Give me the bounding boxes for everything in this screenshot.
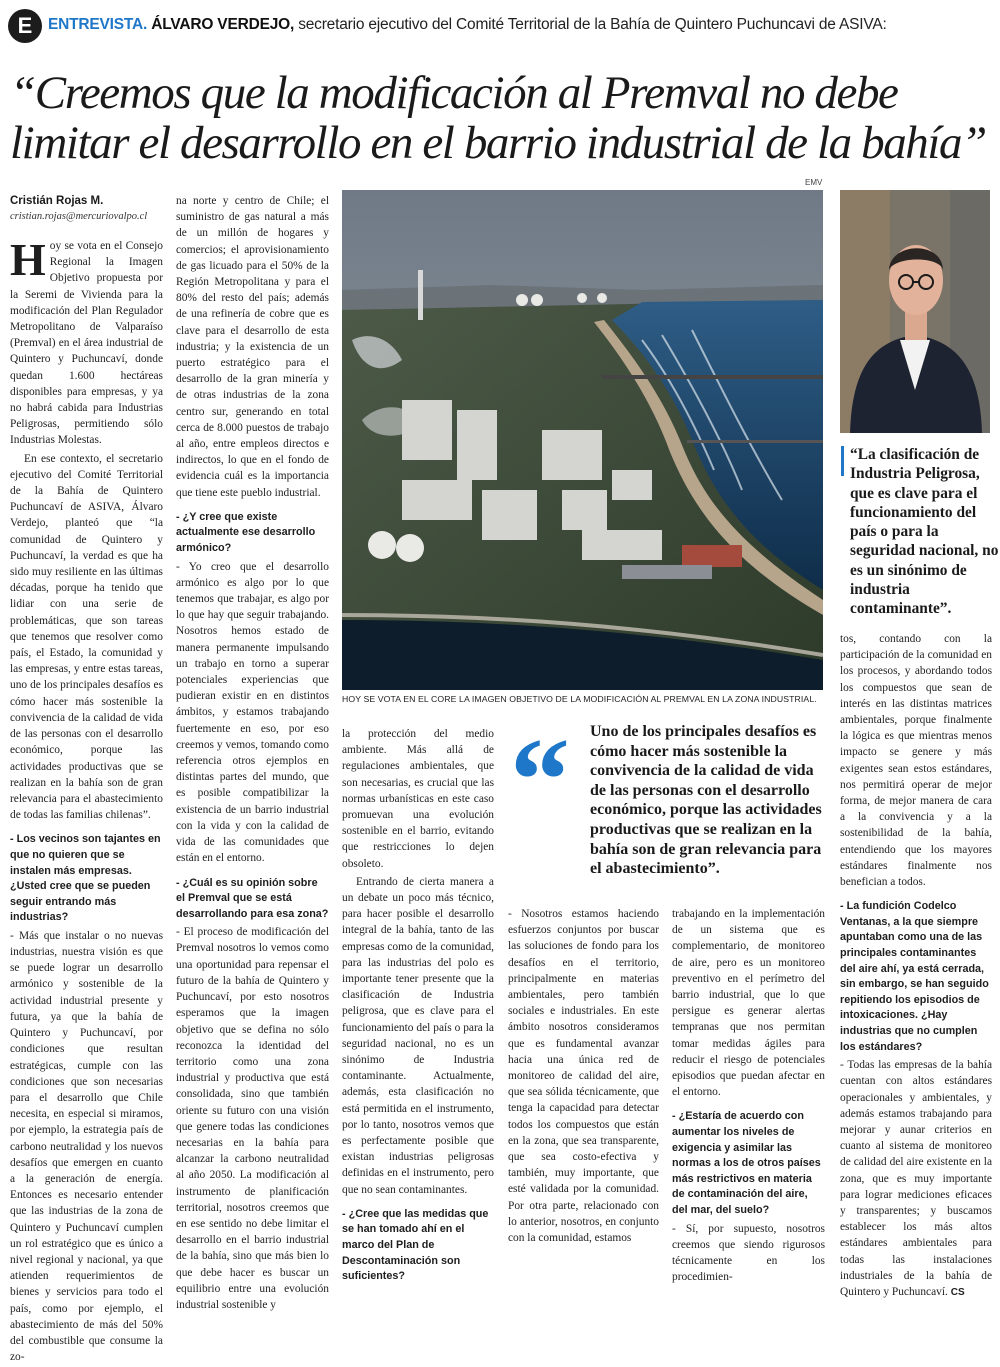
section-badge: E xyxy=(8,9,42,43)
interviewee-name: ÁLVARO VERDEJO, xyxy=(151,16,295,33)
interviewee-role: secretario ejecutivo del Comité Territorial de la Bahía de Quintero Puchuncavi de ASIVA: xyxy=(298,16,887,33)
pull-quote: Uno de los principales desafíos es cómo hacer más sostenible la convivencia de la calidad de vida de las personas con el desarrollo económico, porque las actividades productivas que se realizan en la bahía son de gran relevancia para el abastecimiento”. xyxy=(590,723,822,878)
photo-caption: HOY SE VOTA EN EL CORE LA IMAGEN OBJETIVO DE LA MODIFICACIÓN AL PREMVAL EN LA ZONA INDUSTRIAL. xyxy=(342,694,817,704)
lead-paragraph: Hoy se vota en el Consejo Regional la Imagen Objetivo propuesta por la Seremi de Vivienda para la modificación del Plan Regulador Metropolitano de Valparaíso (Premval) en el área industrial de Quintero y Puchuncaví, donde quedan 1.600 hectáreas disponibles para empresas, y ya no habrá cabida para Industrias Peligrosas, permitiendo sólo Industrias Molestas. xyxy=(10,234,163,447)
interview-question: - ¿Y cree que existe actualmente ese desarrollo armónico? xyxy=(176,510,316,555)
column-4 xyxy=(508,906,659,1248)
column-5 xyxy=(672,906,825,1287)
paragraph: trabajando en la implementación de un sistema que es complementario, de monitoreo de aire, pero es un monitoreo preventivo en el perímetro del barrio industrial, que lo que persigue es generar alertas tempranas que nos permitan tomar medidas ágiles para reducir el riesgo de potenciales episodios que puedan afectar en el entorno. xyxy=(672,908,825,1099)
paragraph: En ese contexto, el secretario ejecutivo del Comité Territorial de la Bahía de Quintero Puchuncaví de ASIVA, Álvaro Verdejo, planteó que “la comunidad de Quintero y Puchuncaví, la verdad es que ha sido muy resiliente en las últimas décadas, porque ha tenido que lidiar con una serie de problemáticas, que son tareas que tenemos que resolver como país, el Estado, la comunidad y las empresas, y entre estas tareas, uno de los principales desafíos es cómo hacer más sostenible la convivencia de la calidad de vida de las personas con el desarrollo económico, porque las actividades productivas que se realizan en la bahía son de gran relevancia para el abastecimiento de todas las familias chilenas”. xyxy=(10,452,163,822)
interview-question: - ¿Estaría de acuerdo con aumentar los niveles de exigencia y asimilar las normas a los de otros países más restrictivos en materia de contaminación del aire, del mar, del suelo? xyxy=(672,1110,821,1216)
column-3 xyxy=(342,726,494,1287)
end-mark: CS xyxy=(950,1287,965,1299)
paragraph: tos, contando con la participación de la comunidad en los procesos, y abordando todos los compuestos que sean de interés en las distintas matrices ambientales, porque finalmente la lógica es que mientras menos impacto se genere y más exigentes sean estos estándares, nos permitirá operar de mejor forma, de mejor manera de cara a la convivencia y a la sostenibilidad de la bahía, entendiendo que los mayores estándares finalmente nos benefician a todos. xyxy=(840,633,992,889)
drop-cap: H xyxy=(10,234,46,285)
interview-question: - ¿Cree que las medidas que se han tomado ahí en el marco del Plan de Descontaminación son suficientes? xyxy=(342,1207,489,1283)
interviewee-portrait xyxy=(840,190,990,433)
byline-author: Cristián Rojas M. xyxy=(10,195,104,207)
interview-question: - ¿Cuál es su opinión sobre el Premval que se está desarrollando para esa zona? xyxy=(176,876,329,920)
side-quote: “La clasificación de Industria Peligrosa, que es clave para el funcionamiento del país o para la seguridad nacional, no es un sinónimo de industria contaminante”. xyxy=(850,446,999,618)
paragraph: na norte y centro de Chile; el suministro de gas natural a más de un millón de hogares y comercios; el aprovisionamiento de gas licuado para el 50% de la Región Metropolitana y para el 80% del resto del país; además de una refinería de cobre que es clave para el desarrollo de esta industria; y la existencia de un puerto estratégico para el desarrollo de la gran minería y de otras industrias de la zona centro sur, generando en total cerca de 8.000 puestos de trabajo al año, entre empleos directos e indirectos, lo que en el fondo de evidencia cuál es la importancia que tiene este pueblo industrial. xyxy=(176,195,329,499)
section-label: ENTREVISTA. xyxy=(48,16,148,33)
column-2 xyxy=(176,193,329,1315)
byline-email[interactable]: cristian.rojas@mercuriovalpo.cl xyxy=(10,211,148,222)
aerial-photo-illustration xyxy=(342,190,823,690)
interview-answer: - Yo creo que el desarrollo armónico es algo por lo que tenemos que trabajar, es algo por lo que hay que seguir trabajando. Nosotros hemos estado de manera permanente impulsando un trabajo en torno a superar potenciales experiencias que pudieran existir en en distintos ámbitos, y estamos trabajando fuertemente en eso, por eso creemos y vemos, tomando como referencia otros ejemplos en distintas partes del mundo, que es posible compatibilizar la existencia de un barrio industrial con la vida y con la calidad de vida de las comunidades que están en el entorno. xyxy=(176,560,329,865)
interview-answer: - Todas las empresas de la bahía cuentan con altos estándares operacionales y ambientales, y además estamos trabajando para mejorar y aunar criterios en cuanto al sistema de monitoreo de calidad del aire existente en la zona, que es muy importante para lograr mediciones eficaces y transparentes; y buscamos establecer los más altos estándares ambientales para todas las instalaciones industriales de la bahía de Quintero y Puchuncaví. CS xyxy=(840,1059,992,1299)
photo-credit: EMV xyxy=(805,178,823,187)
interview-answer: - El proceso de modificación del Premval nosotros lo vemos como una oportunidad para repensar el futuro de la bahía de Quintero y Puchuncaví, por esto nosotros esperamos que la imagen objetivo que se defina no sólo reconozca la identidad del territorio como una zona industrial y productiva que está consolidada, sino que también oriente su futuro con una visión que genere todas las condiciones necesarias en la bahía para alcanzar la carbono neutralidad al año 2050. La modificación al instrumento de planificación territorial, nosotros creemos que en ese sentido no debe limitar el desarrollo en el barrio industrial de la bahía, sino que más bien lo que debe hacer es buscar un equilibrio entre una evolución industrial sostenible y xyxy=(176,926,329,1311)
interview-answer: - Más que instalar o no nuevas industrias, nuestra visión es que se puede lograr un desarrollo armónico y sostenible de la actividad industrial presente y futura, ya que la bahía de Quintero y Puchuncaví, por condiciones que resultan estratégicas, cumple con las condiciones que son necesarias para el desarrollo que Chile necesita, en especial si miramos, por ejemplo, la estrategia país de carbono neutralidad y los nuevos desafíos que emergen en cuanto a la generación de energía. Entonces es necesario entender que las industrias de la zona de Quintero y Puchuncaví cumplen un rol estratégico que es único a nivel regional y nacional, ya que atienden requerimientos de bienes y servicios para todo el país, como por ejemplo, el abastecimiento de más del 50% del combustible que consume la zo- xyxy=(10,929,163,1364)
portrait-illustration xyxy=(840,190,990,433)
interview-question: - La fundición Codelco Ventanas, a la que siempre apuntaban como una de las principales contaminantes del aire ahí, ya está cerrada, sin embargo, se han seguido repitiendo los episodios de intoxicaciones. ¿Hay industrias que no cumplen los estándares? xyxy=(840,900,989,1053)
interview-question: - Los vecinos son tajantes en que no quieren que se instalen más empresas. ¿Usted cree que se pueden seguir entrando más industrias? xyxy=(10,833,161,924)
paragraph: Entrando de cierta manera a un debate un poco más técnico, para hacer posible el desarrollo integral de la bahía, tanto de las empresas como de la comunidad, para las industrias del polo es importante tener presente que la clasificación de Industria peligrosa, que es clave para el funcionamiento del país o para la seguridad nacional, no es un sinónimo de Industria contaminante. Actualmente, además, esta clasificación no está permitida en el instrumento, por lo tanto, nosotros vemos que es perfectamente posible que existan industrias peligrosas definidas en el instrumento, pero que no sean contaminantes. xyxy=(342,875,494,1196)
column-6 xyxy=(840,631,992,1303)
interview-answer: - Sí, por supuesto, nosotros creemos que siendo rigurosos técnicamente en los procedimien- xyxy=(672,1222,825,1284)
industrial-bay-aerial-photo xyxy=(342,190,823,690)
quote-mark-icon: “ xyxy=(510,713,570,846)
kicker xyxy=(48,16,887,34)
interview-answer: - Nosotros estamos haciendo esfuerzos conjuntos por buscar las soluciones de fondo para los desafíos en el territorio, principalmente en materias ambientales, pero también sociales e industriales. En este ámbito nosotros consideramos que es fundamental avanzar hacia una única red de monitoreo de calidad del aire, que sea sólida técnicamente, que tenga la capacidad para detectar todos los compuestos que están en la zona, que sea transparente, que sea costo-efectiva y también, muy importante, que esté validada por la comunidad. Por otra parte, relacionado con lo anterior, nosotros, en conjunto con la comunidad, estamos xyxy=(508,908,659,1245)
column-1 xyxy=(10,234,163,1367)
headline: “Creemos que la modificación al Premval no debe limitar el desarrollo en el barrio industrial de la bahía” xyxy=(10,67,986,169)
paragraph: la protección del medio ambiente. Más allá de regulaciones ambientales, que son necesarias, es crucial que las normas urbanísticas en este caso promuevan una evolución sostenible en el barrio, evitando que restricciones lo dejen obsoleto. xyxy=(342,728,494,870)
